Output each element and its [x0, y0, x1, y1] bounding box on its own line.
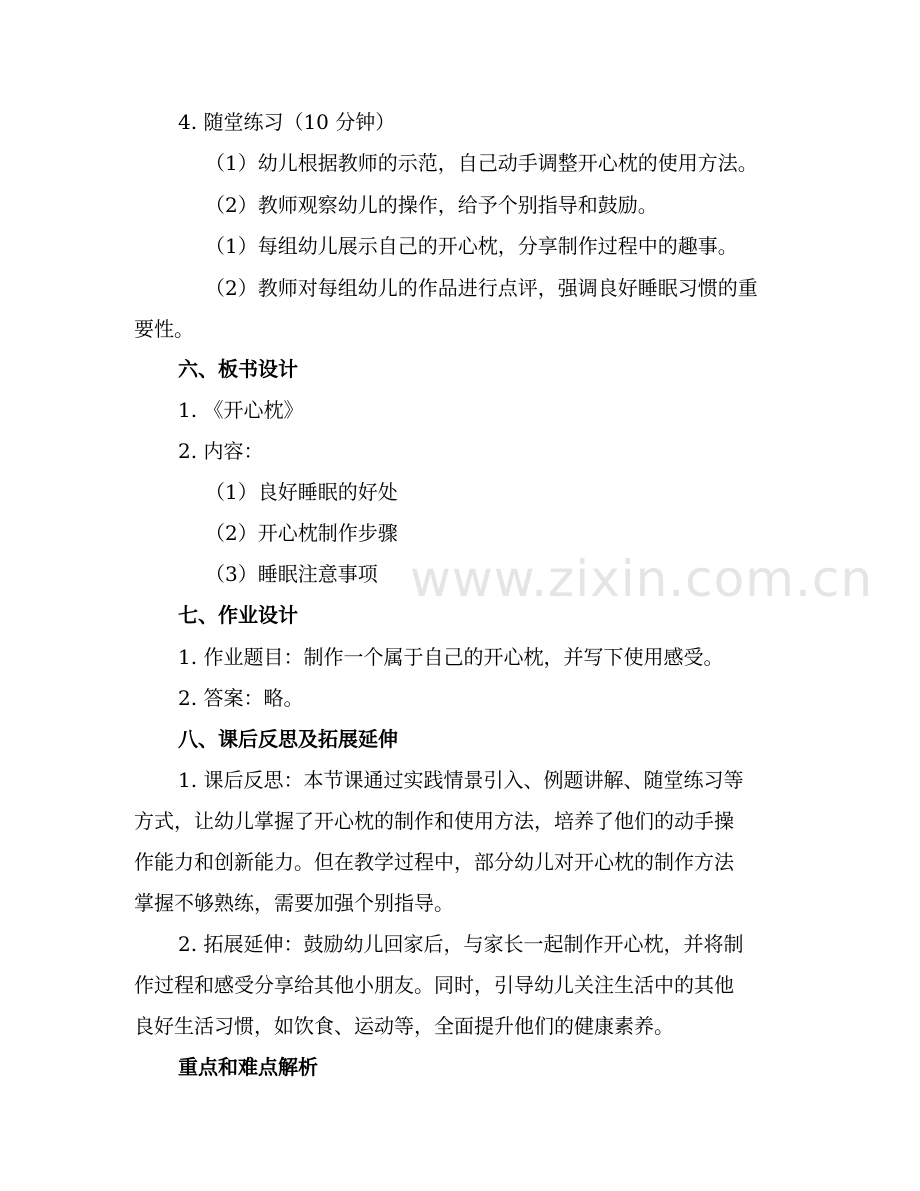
- section-heading-blackboard-design: 六、板书设计: [178, 357, 298, 381]
- section-heading-reflection-extension: 八、课后反思及拓展延伸: [178, 727, 398, 751]
- site-watermark: www.zixin.com.cn: [410, 550, 874, 608]
- reflection-paragraph-line-4: 掌握不够熟练，需要加强个别指导。: [134, 891, 454, 915]
- blackboard-item-1: 1. 《开心枕》: [178, 398, 304, 422]
- extension-paragraph-line-3: 良好生活习惯，如饮食、运动等，全面提升他们的健康素养。: [134, 1014, 674, 1038]
- section-heading-key-points: 重点和难点解析: [178, 1055, 318, 1079]
- reflection-paragraph-line-3: 作能力和创新能力。但在教学过程中，部分幼儿对开心枕的制作方法: [134, 850, 734, 874]
- blackboard-item-2: 2. 内容：: [178, 439, 264, 463]
- extension-paragraph-line-2: 作过程和感受分享给其他小朋友。同时，引导幼儿关注生活中的其他: [134, 973, 734, 997]
- homework-item-1: 1. 作业题目：制作一个属于自己的开心枕，并写下使用感受。: [178, 645, 724, 669]
- blackboard-subitem-3: （3）睡眠注意事项: [205, 562, 378, 586]
- extension-paragraph-line-1: 2. 拓展延伸：鼓励幼儿回家后，与家长一起制作开心枕，并将制: [178, 932, 744, 956]
- practice-heading: 4. 随堂练习（10 分钟）: [178, 110, 396, 134]
- practice-item-2: （2）教师观察幼儿的操作，给予个别指导和鼓励。: [205, 193, 658, 217]
- practice-item-1: （1）幼儿根据教师的示范，自己动手调整开心枕的使用方法。: [205, 151, 758, 175]
- display-item-1: （1）每组幼儿展示自己的开心枕，分享制作过程中的趣事。: [205, 234, 738, 258]
- blackboard-subitem-2: （2）开心枕制作步骤: [205, 521, 398, 545]
- blackboard-subitem-1: （1）良好睡眠的好处: [205, 480, 398, 504]
- homework-item-2: 2. 答案：略。: [178, 686, 304, 710]
- display-item-2: （2）教师对每组幼儿的作品进行点评，强调良好睡眠习惯的重: [205, 276, 758, 300]
- reflection-paragraph-line-2: 方式，让幼儿掌握了开心枕的制作和使用方法，培养了他们的动手操: [134, 809, 734, 833]
- section-heading-homework-design: 七、作业设计: [178, 603, 298, 627]
- reflection-paragraph-line-1: 1. 课后反思：本节课通过实践情景引入、例题讲解、随堂练习等: [178, 768, 744, 792]
- display-item-2-continued: 要性。: [134, 317, 194, 341]
